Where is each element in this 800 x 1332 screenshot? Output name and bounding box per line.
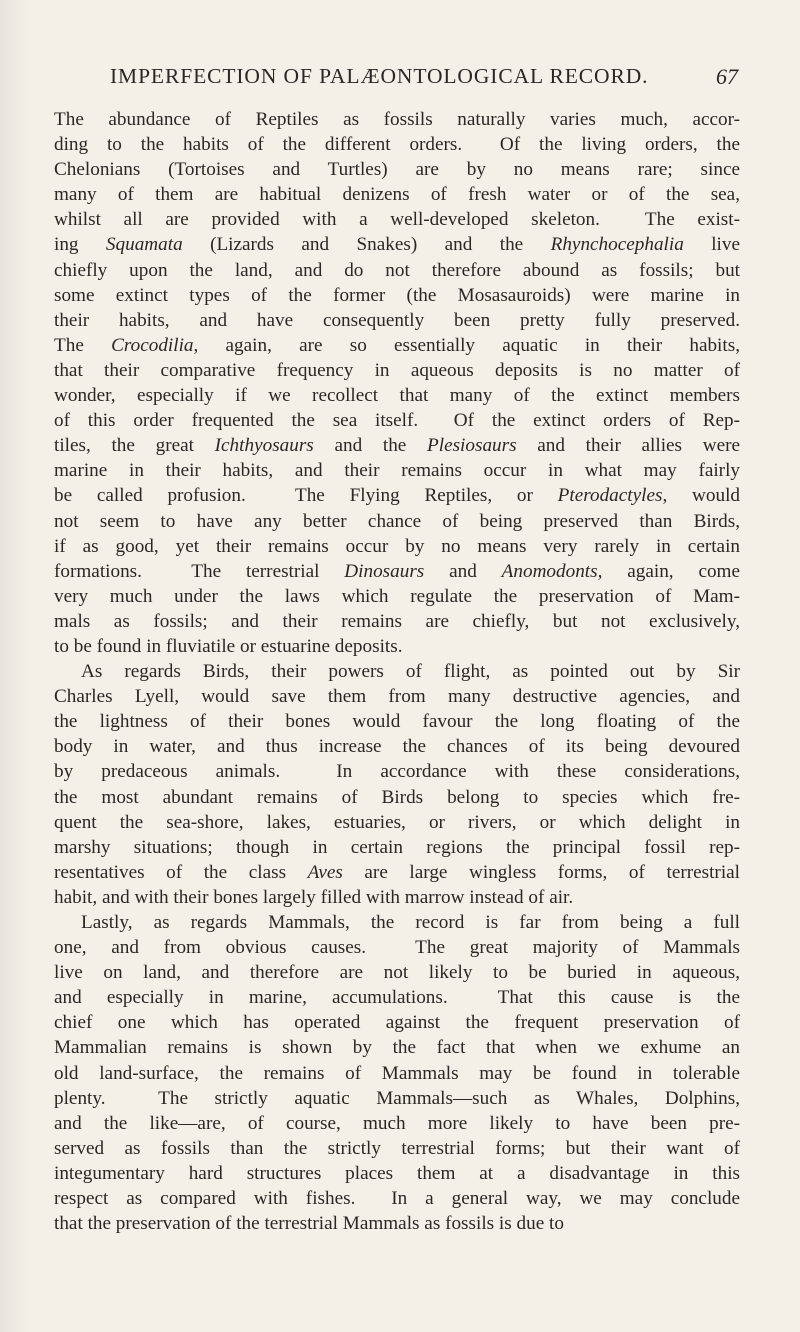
text-run: are large wingless forms, of terrestrial bbox=[342, 861, 740, 883]
italic-term: Rhynchocephalia bbox=[550, 234, 684, 256]
text-line bbox=[54, 1010, 740, 1035]
text-line bbox=[54, 182, 740, 207]
italic-term: Crocodilia bbox=[111, 334, 194, 356]
text-run: be called profusion. The Flying Reptiles, or bbox=[54, 485, 558, 507]
text-run: , would bbox=[662, 485, 741, 507]
text-run: , again, come bbox=[597, 560, 740, 582]
text-run: plenty. The strictly aquatic Mammals—such as Whales, Dolphins, bbox=[54, 1087, 740, 1109]
text-run: live on land, and therefore are not likely to be buried in aqueous, bbox=[54, 962, 740, 984]
text-line bbox=[54, 910, 740, 935]
text-line bbox=[54, 308, 740, 333]
page-number: 67 bbox=[716, 64, 738, 89]
text-run: marine in their habits, and their remains occur in what may fairly bbox=[54, 460, 740, 482]
text-run: live bbox=[683, 234, 740, 256]
text-run: and especially in marine, accumulations. That this cause is the bbox=[54, 987, 740, 1009]
text-run: marshy situations; though in certain regions the principal fossil rep- bbox=[54, 836, 740, 858]
text-line bbox=[54, 157, 740, 182]
text-line bbox=[54, 584, 740, 609]
text-line bbox=[54, 684, 740, 709]
text-line bbox=[54, 885, 740, 910]
paragraph bbox=[54, 910, 740, 1236]
text-run: many of them are habitual denizens of fresh water or of the sea, bbox=[54, 184, 740, 206]
text-line bbox=[54, 258, 740, 283]
text-line bbox=[54, 835, 740, 860]
text-line bbox=[54, 634, 740, 659]
text-line bbox=[54, 132, 740, 157]
text-run: ding to the habits of the different orders. Of the living orders, the bbox=[54, 134, 740, 156]
text-run: chiefly upon the land, and do not therefore abound as fossils; but bbox=[54, 259, 740, 281]
text-run: very much under the laws which regulate the preservation of Mam- bbox=[54, 585, 740, 607]
text-run: As regards Birds, their powers of flight, as pointed out by Sir bbox=[81, 661, 740, 683]
text-run: if as good, yet their remains occur by no means very rarely in certain bbox=[54, 535, 740, 557]
text-run: chief one which has operated against the frequent preservation of bbox=[54, 1012, 740, 1034]
running-head bbox=[104, 64, 738, 94]
text-run: Charles Lyell, would save them from many destructive agencies, and bbox=[54, 686, 740, 708]
text-line bbox=[54, 1211, 740, 1236]
text-line bbox=[54, 534, 740, 559]
text-run: to be found in fluviatile or estuarine deposits. bbox=[54, 635, 403, 657]
text-line bbox=[54, 810, 740, 835]
body-text bbox=[54, 107, 740, 1236]
text-run: quent the sea-shore, lakes, estuaries, or rivers, or which delight in bbox=[54, 811, 740, 833]
text-run: , again, are so essentially aquatic in their habits, bbox=[193, 334, 740, 356]
text-line bbox=[54, 232, 740, 257]
text-line bbox=[54, 985, 740, 1010]
italic-term: Pterodactyles bbox=[557, 485, 663, 507]
text-line bbox=[54, 659, 740, 684]
text-run: mals as fossils; and their remains are chiefly, but not exclusively, bbox=[54, 610, 740, 632]
text-run: Lastly, as regards Mammals, the record is far from being a full bbox=[81, 912, 740, 933]
text-line bbox=[54, 408, 740, 433]
text-run: whilst all are provided with a well-developed skeleton. The exist- bbox=[54, 209, 740, 231]
text-line bbox=[54, 333, 740, 358]
text-run: and bbox=[424, 560, 502, 582]
text-run: wonder, especially if we recollect that many of the extinct members bbox=[54, 385, 740, 407]
text-run: their habits, and have consequently been pretty fully preserved. bbox=[54, 309, 740, 331]
text-run: the lightness of their bones would favour the long floating of the bbox=[54, 711, 740, 733]
text-line bbox=[54, 383, 740, 408]
text-run: that the preservation of the terrestrial Mammals as fossils is due to bbox=[54, 1213, 564, 1235]
text-line bbox=[54, 458, 740, 483]
text-run: served as fossils than the strictly terrestrial forms; but their want of bbox=[54, 1137, 740, 1159]
italic-term: Anomodonts bbox=[501, 560, 598, 582]
text-run: habit, and with their bones largely filled with marrow instead of air. bbox=[54, 886, 574, 908]
italic-term: Aves bbox=[307, 861, 343, 883]
text-run: tiles, the great bbox=[54, 435, 215, 457]
text-line bbox=[54, 1186, 740, 1211]
text-line bbox=[54, 1136, 740, 1161]
text-run: integumentary hard structures places them at a disadvantage in this bbox=[54, 1162, 740, 1184]
text-line bbox=[54, 609, 740, 634]
text-line bbox=[54, 785, 740, 810]
text-line bbox=[54, 207, 740, 232]
text-line bbox=[54, 1161, 740, 1186]
running-title: IMPERFECTION OF PALÆONTOLOGICAL RECORD. bbox=[110, 64, 649, 88]
text-run: body in water, and thus increase the chances of its being devoured bbox=[54, 736, 740, 758]
text-run: ing bbox=[54, 234, 106, 256]
text-run: The abundance of Reptiles as fossils naturally varies much, accor- bbox=[54, 109, 740, 130]
text-run: of this order frequented the sea itself. Of the extinct orders of Rep- bbox=[54, 410, 740, 432]
text-run: not seem to have any better chance of being preserved than Birds, bbox=[54, 510, 740, 532]
italic-term: Squamata bbox=[105, 234, 183, 256]
italic-term: Ichthyosaurs bbox=[214, 435, 314, 457]
text-line bbox=[54, 1111, 740, 1136]
text-line bbox=[54, 107, 740, 132]
italic-term: Plesiosaurs bbox=[427, 435, 517, 457]
text-run: one, and from obvious causes. The great majority of Mammals bbox=[54, 937, 740, 959]
text-line bbox=[54, 709, 740, 734]
text-run: and the like—are, of course, much more likely to have been pre- bbox=[54, 1112, 740, 1134]
text-line bbox=[54, 734, 740, 759]
text-run: formations. The terrestrial bbox=[54, 560, 345, 582]
text-line bbox=[54, 759, 740, 784]
text-line bbox=[54, 860, 740, 885]
text-run: respect as compared with fishes. In a general way, we may conclude bbox=[54, 1188, 740, 1210]
text-line bbox=[54, 935, 740, 960]
text-line bbox=[54, 433, 740, 458]
paragraph bbox=[54, 107, 740, 659]
paragraph bbox=[54, 659, 740, 910]
text-run: old land-surface, the remains of Mammals may be found in tolerable bbox=[54, 1062, 740, 1084]
text-line bbox=[54, 483, 740, 508]
text-run: and their allies were bbox=[516, 435, 740, 457]
text-run: and the bbox=[313, 435, 428, 457]
text-run: resentatives of the class bbox=[54, 861, 308, 883]
text-run: that their comparative frequency in aqueous deposits is no matter of bbox=[54, 359, 740, 381]
text-line bbox=[54, 283, 740, 308]
text-line bbox=[54, 559, 740, 584]
text-line bbox=[54, 1035, 740, 1060]
text-run: some extinct types of the former (the Mosasauroids) were marine in bbox=[54, 284, 740, 306]
text-run: the most abundant remains of Birds belong to species which fre- bbox=[54, 786, 740, 808]
text-run: Mammalian remains is shown by the fact that when we exhume an bbox=[54, 1037, 740, 1059]
text-line bbox=[54, 1061, 740, 1086]
text-run: (Lizards and Snakes) and the bbox=[182, 234, 551, 256]
text-line bbox=[54, 1086, 740, 1111]
text-line bbox=[54, 960, 740, 985]
italic-term: Dinosaurs bbox=[344, 560, 425, 582]
text-run: by predaceous animals. In accordance with these considerations, bbox=[54, 761, 740, 783]
text-run: Chelonians (Tortoises and Turtles) are by no means rare; since bbox=[54, 159, 740, 181]
text-run: The bbox=[54, 334, 112, 356]
text-line bbox=[54, 358, 740, 383]
text-line bbox=[54, 509, 740, 534]
